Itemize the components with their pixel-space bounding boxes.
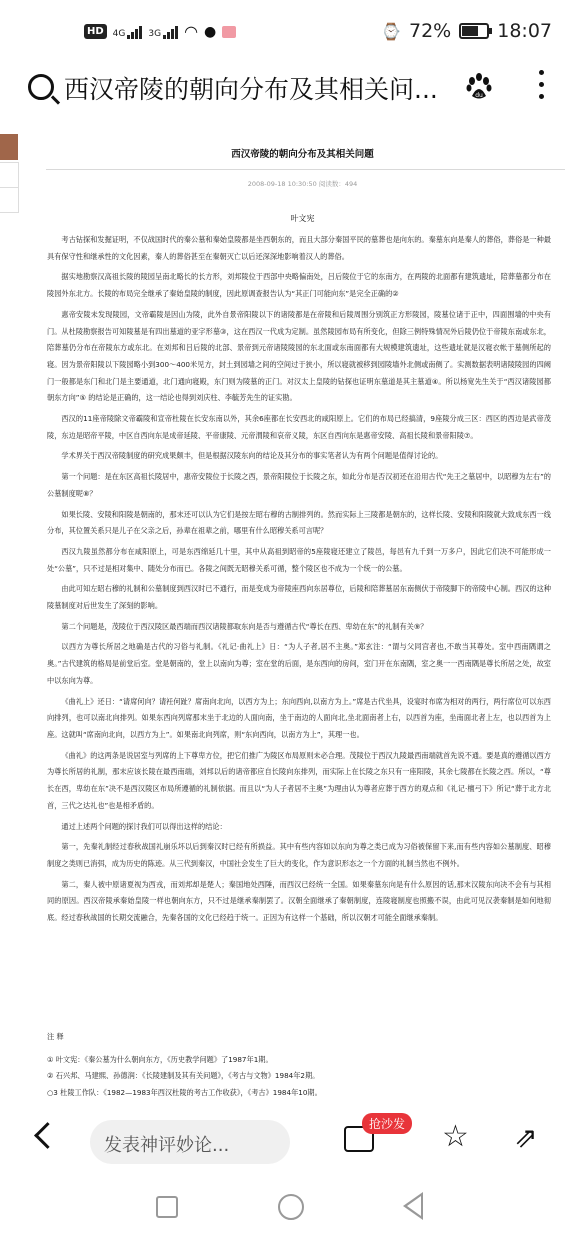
status-bar xyxy=(0,0,580,66)
signal-4g-label: 4G xyxy=(112,28,126,39)
back-arrow-icon[interactable] xyxy=(34,1122,61,1149)
document-meta: 2008-09-18 10:30:50 阅读数：494 xyxy=(247,180,358,188)
comment-input[interactable] xyxy=(90,1120,290,1164)
status-right xyxy=(381,20,552,42)
paragraph: 第二个问题是，茂陵位于西汉陵区最西端而西汉诸陵都取东向是否与遵循古代“尊长在西、卑幼在东”的礼制有关⑨？ xyxy=(61,621,428,631)
side-tab[interactable] xyxy=(0,162,19,188)
comment-placeholder: 发表神评妙论... xyxy=(104,1135,230,1156)
more-menu-icon[interactable] xyxy=(538,70,544,106)
signal-4g-icon xyxy=(113,25,143,39)
footnote: ① 叶文宪：《秦公墓为什么朝向东方，《历史教学问题》了1987年1期。 xyxy=(47,1054,273,1064)
author: 叶文宪 xyxy=(290,214,315,223)
paragraph: 由此可知左昭右穆的礼制和公墓制度到西汉时已不通行，而是变成为帝陵座西向东居尊位，后陵和陪葬墓居东南侧伏于帝陵脚下的帝陵中心制。西汉的这种陵墓制度对后世发生了深刻的影响。 xyxy=(47,584,551,611)
paragraph: 惠帝安陵未发现陵园，文帝霸陵是因山为陵，此外自景帝阳陵以下的诸陵都是在帝陵和后陵周围分别筑正方形陵园，陵墓位诸于正中，四面围墙的中央有门。从杜陵勘察报告可知陵墓是有四出墓道的亚字形墓③，这在西汉一代成为定制。虽然陵园布局有所变化，但除三例特殊情况外后陵仍位于帝陵东南或东北，陪葬墓仍分布在帝陵东方或东北。在刘邦和吕后陵的北部、景帝到元帝诸陵陵园的东北面或东南面都有大规模建筑遗址，这些遗址就是汉寝衣帐于墓侧所起的寝。因为景帝阳陵以下陵园略小到300～400米见方，封土到园墙之间的空间过于狭小，所以寝就被移到园陵墙外北侧或南侧了。实测数据表明诸陵陵园的四阙门一般都是东门和北门是主要通道，北门通向寝殿，东门则为陵墓的正门。对汉太上皇陵的钻探也证明东墓道是其主墓道④。所以杨宽先生关于“西汉诸陵园都朝东方向”⑤ 的结论是正确的，这一结论也得到刘庆柱、李毓芳先生的证实勘。 xyxy=(47,309,551,403)
footnote: ○3 杜陵工作队：《1982—1983年西汉杜陵的考古工作收获》，《考古》1984年10期。 xyxy=(47,1087,322,1097)
status-left xyxy=(84,22,236,41)
paragraph: 西汉九陵虽然都分布在咸阳原上，可是东西绵延几十里，其中从高祖到昭帝的5座陵寝还建立了陵邑，每邑有九千到一万多户，因此它们决不可能形成一处“公墓”，只不过是相对集中、随处分布而已。各陵之间既无昭穆关系可循，整个陵区也不成为一个统一的公墓。 xyxy=(47,546,551,573)
recents-icon[interactable] xyxy=(156,1196,178,1218)
paragraph: 第一，先秦礼制经过春秋战国礼崩乐坏以后到秦汉时已经有所损益。其中有些内容如以东向为尊之类已成为习俗被保留下来,而有些内容如公墓制度、昭穆制度之类则已消弭，成为历史的陈迹。从三代到秦汉，中国社会发生了巨大的变化，作为意识形态之一个方面的礼制当然也不例外。 xyxy=(47,842,551,868)
search-icon[interactable] xyxy=(28,74,54,100)
paragraph: 第一个问题：是在东区高祖长陵居中，惠帝安陵位于长陵之西，景帝阳陵位于长陵之东，如此分布是否汉初还在沿用古代“先王之墓居中，以昭穆为左右”的公墓制度呢⑧？ xyxy=(47,472,551,498)
wechat-icon: ● xyxy=(204,23,217,40)
article-body xyxy=(47,232,551,931)
battery-fill xyxy=(462,26,478,36)
paragraph: 据实地勘察汉高祖长陵的陵园呈南北略长的长方形，刘邦陵位于西部中央略偏南处，吕后陵位于它的东南方，在两陵的北面都有建筑遗址，陪葬墓都分布在陵园外东北方。长陵的布局完全继承了秦始皇陵的制度，因此原调查报告认为“其正门可能向东”是完全正确的② xyxy=(47,272,551,299)
paragraph: 通过上述两个问题的探讨我们可以得出这样的结论： xyxy=(61,821,227,831)
side-tab[interactable] xyxy=(0,187,19,213)
battery-icon xyxy=(459,23,489,39)
paragraph: 学术界关于西汉帝陵制度的研究成果颇丰，但是根据汉陵东向的结论及其分布的事实笔者认为有两个问题是值得讨论的。 xyxy=(61,451,443,461)
paragraph: 考古钻探和发掘证明，不仅战国时代的秦公墓和秦始皇陵都是坐西朝东的，而且大部分秦国平民的墓葬也是向东的。秦墓东向是秦人的葬俗，葬俗是一种最具有保守性和继承性的文化因素，秦人的葬俗甚至在秦朝灭亡以后还深深地影响着汉人的葬俗。 xyxy=(47,235,551,261)
svg-text:du: du xyxy=(475,92,483,99)
bottom-action-bar xyxy=(0,1112,580,1172)
paragraph: 《曲礼上》还日：“请席何向？请衽何趾？席南向北向，以西方为上；东向西向,以南方为上。”席是古代坐具，设宴时布席为相对的两行，两行席位可以东西向排列，也可以南北向排列。如果东西向列席那末坐于北边的人面向南，坐于南边的人面向北,坐北面南者上右，以西首为座，坐南面北者上左，也以西首为上座。这就叫“席南向北向，以西方为上”。如果南北向列席，则“东向西向，以南方为上”，其理一也。 xyxy=(47,696,551,739)
footnotes-heading: 注 释 xyxy=(47,1032,64,1041)
app-bar xyxy=(0,66,580,126)
wifi-icon: ◠ xyxy=(184,22,199,41)
system-nav-bar xyxy=(0,1172,580,1241)
paragraph: 以西方为尊长所居之地确是古代的习俗与礼制。《礼记·曲礼上》日：“为人子者,居不主奥。”郑玄注：“谓与父同宫者也,不敢当其尊处。室中西南隅谓之奥。”古代建筑的格局是前堂后室。堂是朝南的，堂上以南向为尊；室在堂的后面，是东西向的房间，室门开在东南隅，室之奥一一西南隅是尊长所居之处，故室中以东向为尊。 xyxy=(47,642,551,685)
page-title[interactable]: 西汉帝陵的朝向分布及其相关问... xyxy=(64,75,438,104)
paragraph: 如果长陵、安陵和阳陵是朝南的，那末还可以认为它们是按左昭右穆的古制排列的。然而实际上三陵都是朝东的，这样长陵、安陵和阳陵就大致成东西一线分布，其位置关系只是儿子在父亲之后，孙辈在祖辈之前，哪里有什么昭穆关系可言呢？ xyxy=(47,509,551,536)
paragraph: 《曲礼》的这两条是说居室与列席的上下尊卑方位，把它们推广为陵区布局原则未必合理。茂陵位于西汉九陵最西南端就首先说不通。要是真的遵循以西方为尊长所居的礼制，那末应该长陵在最西南端，刘邦以后的诸帝都应自长陵向东排列，而实际上在长陵之东只有一座阳陵，其余七陵都在长陵之西。所以，“尊长在西，卑幼在东”决不是西汉陵区布局所遵循的礼制依据。而且以“为人子者居不主奥”为理由认为尊者应葬于西方的观点和《礼记·檀弓下》所记“葬于北方北首，三代之达礼也”也是相矛盾的。 xyxy=(47,750,551,810)
clock: 18:07 xyxy=(497,20,552,42)
favorite-star-icon[interactable]: ☆ xyxy=(442,1119,469,1154)
footnote: ② 石兴邦、马建熙、孙德润：《长陵建制及其有关问题》，《考古与文物》1984年2期。 xyxy=(47,1071,320,1080)
hd-icon: HD xyxy=(84,24,107,39)
document-title: 西汉帝陵的朝向分布及其相关问题 xyxy=(231,149,374,160)
nav-back-icon[interactable] xyxy=(403,1192,423,1220)
footnotes xyxy=(47,1029,551,1101)
baidu-paw-icon[interactable] xyxy=(464,72,494,102)
side-tab-active[interactable] xyxy=(0,134,18,160)
app-notification-icon xyxy=(222,26,236,38)
battery-percent: 72% xyxy=(409,20,452,42)
speed-icon: ⌚ xyxy=(381,21,401,41)
title-divider xyxy=(46,169,565,170)
paragraph: 第二，秦人被中原诸夏视为西戎，而刘邦却是楚人；秦国地处西陲，而西汉已经统一全国。如果秦墓东向是有什么原因的话,那末汉陵东向决不会有与其相同的原因。西汉帝陵承秦始皇陵一样也朝向东方，只不过是继承秦制罢了。汉朝全面继承了秦朝制度，连陵寝制度也照搬不误，由此可见汉袭秦制是如何地彻底。经过春秋战国的长期交流融合，先秦各国的文化已经趋于统一。正因为有这样一个基础，所以汉朝才可能全面继承秦制。 xyxy=(47,879,551,923)
paragraph: 西汉的11座帝陵除文帝霸陵和宣帝杜陵在长安东南以外，其余6座都在长安西北的咸阳原上。它们的布局已经搞清，9座陵分成三区：西区的西边是武帝茂陵，东边是昭帝平陵，中区自西向东是成帝延陵、平帝康陵、元帝渭陵和哀帝义陵，东区自西向东是惠帝安陵、高祖长陵和景帝阳陵⑦。 xyxy=(47,414,551,440)
sofa-badge[interactable]: 抢沙发 xyxy=(362,1113,412,1134)
share-icon[interactable]: ⇗ xyxy=(514,1121,538,1154)
signal-3g-icon xyxy=(148,25,178,39)
signal-3g-label: 3G xyxy=(148,28,162,39)
home-icon[interactable] xyxy=(278,1194,304,1220)
document xyxy=(30,128,575,1113)
